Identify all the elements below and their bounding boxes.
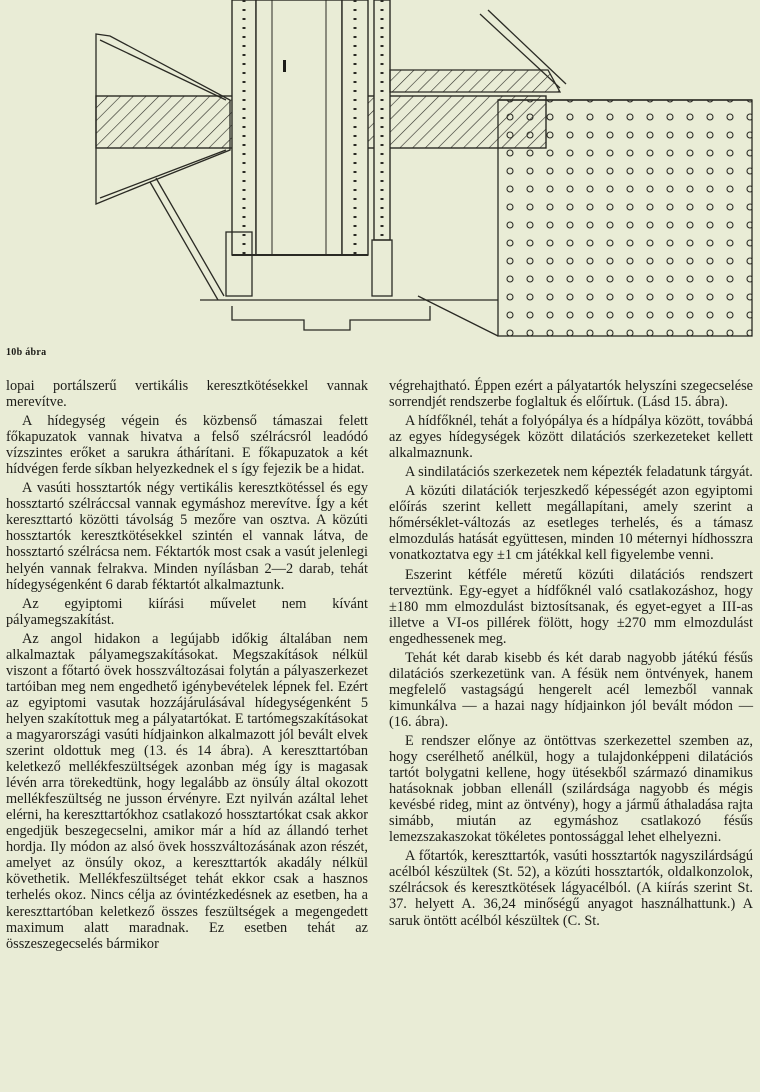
main-girder (232, 0, 368, 255)
left-column-text (6, 378, 368, 955)
perforated-plate (498, 100, 752, 336)
top-right-flange (390, 10, 566, 92)
paragraph: Az angol hidakon a legújabb időkig általában nem alkalmaztak pályamegszakításokat. Megszakítások nélkül viszont a főtartó övek hosszváltozásai folytán a pályaszerkezet tartóiban meg nem engedhető igénybevételek lépnek fel. Ezért az egyiptomi vasutak hozzájárulásával hídegységenként 5 helyen szakítottuk meg a pályatartókat. E tartómegszakításokat a magyarországi vasúti hídjainkon alkalmazott jól bevált elvek szerint oldottuk meg (13. és 14 ábra). A kereszttartóban keletkező mellékfeszültségek azonban még így is magasak lévén arra törekedtünk, hogy legalább az önsúly által okozott mellékfeszültség ne jusson érvényre. Ezt nyilván azáltal lehet elérni, ha kereszttartókhoz csatlakozó hossztartókat csak akkor engedjük beszegecselni, amikor már a híd az állandó terhet hordja. Ily módon az alsó övek hosszváltozásának azon részét, amelyet az önsúly okoz, a kereszttartók akadály nélkül követhetik. Mellékfeszültséget tehát ekkor csak a hasznos terhelés okoz. Nincs célja az óvintézkedésnek az esetben, ha a kereszttartóban keletkező összes feszültségek a megengedett maximum alatt maradnak. Ez esetben tehát az összeszegecselés bármikor (6, 630, 368, 952)
paragraph: végrehajtható. Éppen ezért a pályatartók helyszíni szegecselése sorrendjét rendszerbe foglaltuk és előírtuk. (Lásd 15. ábra). (389, 378, 753, 411)
figure-10b-drawing (0, 0, 760, 345)
paragraph: Az egyiptomi kiírási művelet nem kívánt pályamegszakítást. (6, 595, 368, 628)
paragraph: A hídegység végein és közbenső támaszai felett főkapuzatok vannak hivatva a felső szélrácsról leadódó vízszintes erőket a sarukra áthárítani. E főkapuzatok a két hídvégen ferde síkban helyezkednek el s így fejezik be a hidat. (6, 413, 368, 478)
right-column (374, 0, 390, 240)
paragraph: E rendszer előnye az öntöttvas szerkezettel szemben az, hogy cserélhető anélkül, hogy a tulajdonképpeni dilatációs tartót bolygatni kellene, hogy ütésekből származó dinamikus hatásoknak jobban ellenáll (szilárdsága nagyobb és mégis kevésbé rideg, mint az öntvény), hogy a jármű áthaladása rajta simább, miután az egymáshoz csatlakozó fésűs lemezszakaszokat tökéletes pontossággal lehet elhelyezni. (389, 732, 753, 846)
paragraph: lopai portálszerű vertikális keresztkötésekkel vannak merevítve. (6, 378, 368, 411)
paragraph: Tehát két darab kisebb és két darab nagyobb játékú fésűs dilatációs szerkezetünk van. A fésük nem öntvények, hanem megfelelő vastagságú hengerelt acél lemezből vannak kimunkálva — a hazai nagy hídjainkon jól bevált módon — (16. ábra). (389, 649, 753, 730)
right-column-text (389, 378, 753, 932)
paragraph: A hídfőknél, tehát a folyópálya és a hídpálya között, továbbá az egyes hídegységek között dilatációs szerkezeteket kellett alkalmaznunk. (389, 413, 753, 462)
figure-caption: 10b ábra (6, 347, 47, 358)
paragraph: A főtartók, kereszttartók, vasúti hossztartók nagyszilárdságú acélból készültek (St. 52), a közúti hossztartók, oldalkonzolok, szélrácsok és keresztkötések lágyacélból. (A kiírás szerint St. 37. helyett A. 36,24 minőségű anyagot használhattunk.) A saruk öntött acélból készültek (C. St. (389, 848, 753, 929)
paragraph: A sindilatációs szerkezetek nem képezték feladatunk tárgyát. (405, 464, 753, 481)
paragraph: Eszerint kétféle méretű közúti dilatációs rendszert terveztünk. Egy-egyet a hídfőknél való csatlakozáshoz, hogy ±180 mm elmozdulást biztosítsanak, és egyet-egyet a III-as illetve a VI-os pillérek fölött, hogy ±270 mm elmozdulást engedhessenek meg. (389, 566, 753, 647)
left-gusset (96, 34, 230, 300)
paragraph: A vasúti hossztartók négy vertikális keresztkötéssel és egy hossztartó szélráccsal vannak egymáshoz merevítve. Így a két kereszttartó közötti távolság 5 mezőre van osztva. A közúti hossztartók keresztkötésekkel szintén el vannak látva, de hossztartó szélrácsa nem. Féktartók most csak a vasút jelenlegi helyén vannak felrakva. Minden nyílásban 2—2 darab, tehát hídegységenként 6 darab féktartót alkalmaztunk. (6, 480, 368, 593)
paragraph: A közúti dilatációk terjeszkedő képességét azon egyiptomi előírás szerint kellett megállapítani, amely szerint a hőmérséklet-változás az esetleges terhelés, és a támasz elmozdulás hatását együttesen, minden 10 méternyi hídhosszra vonatkoztatva egy ±1 cm játékkal kell figyelembe venni. (389, 483, 753, 564)
